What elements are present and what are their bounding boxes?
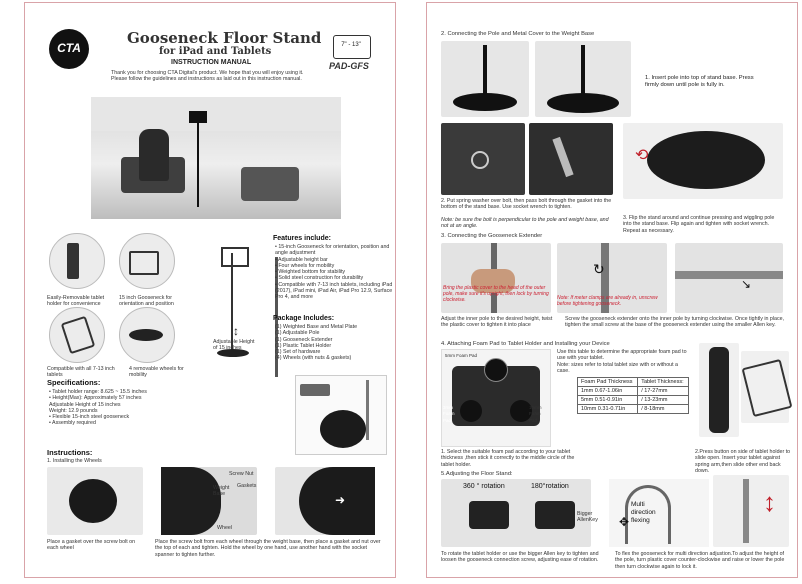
tablet-inserted-photo [741, 351, 789, 423]
parts-base-disc [320, 410, 366, 448]
adjustable-stand-image [231, 253, 233, 353]
wheel-image [69, 479, 117, 523]
specs-list [45, 389, 209, 427]
height-adjust-photo [713, 475, 789, 547]
page-subtitle: for iPad and Tablets [159, 46, 272, 57]
foam-table-intro-1: Use this table to determine the appropriate foam pad to use with your tablet. [557, 349, 687, 362]
tighten-arrow-icon: ➜ [335, 493, 346, 507]
height-adjust-arrow-icon: ↕ [763, 487, 776, 517]
spec-item: Weight: 12.9 pounds [49, 407, 98, 414]
model-number: PAD-GFS [329, 61, 369, 71]
gooseneck-tablet [129, 251, 159, 275]
manual-right-page [426, 2, 798, 578]
spec-item: Adjustable Height of 15 inches [49, 401, 121, 408]
step-1-heading: 1. Installing the Wheels [47, 458, 102, 464]
parts-holder [300, 384, 330, 396]
features-list [271, 244, 393, 301]
washer-caption: 2. Put spring washer over bolt, then pass bolt through the gasket into the bottom of the stand base. Use socket wrench to tighten. [441, 198, 612, 211]
page-title: Gooseneck Floor Stand [127, 29, 322, 47]
base-rim-image [161, 467, 221, 535]
pole-base-photo-2 [535, 41, 631, 117]
extender-caption-1: Adjust the inner pole to the desired height, twist the plastic cover to tighten it into place [441, 316, 553, 329]
height-pole-image [743, 479, 749, 543]
caption-screw: Place the screw bolt from each wheel through the weight base, then place a gasket and nut over the top of each and tighten. Hold the wheel by one hand, use another hand with the socket spanner to tighten further. [155, 539, 381, 558]
flex-direction-icon: ✥ [619, 515, 630, 529]
tablet-size-range: 7" - 13" [341, 42, 361, 48]
rotation-360-label: 360 ° rotation [463, 483, 505, 490]
step-5-heading-visible: 5.Adjusting the Floor Stand: [441, 471, 513, 477]
removable-holder-tablet [67, 243, 79, 279]
holder-arm-image [709, 347, 729, 433]
package-item: (1) Weighted Base and Metal Plate [275, 324, 358, 330]
foam-label-5mm: 5mm Foam Pad [445, 353, 478, 358]
manual-label: INSTRUCTION MANUAL [171, 59, 252, 66]
package-heading: Package Includes: [273, 315, 335, 322]
spec-item: • Height(Max): Approximately 57 inches [49, 395, 142, 402]
adjust-caption-2: To flex the gooseneck for multi direction adjustion.To adjust the height of the pole, turn plastic cover counter-clockwise and raise or lower the pole then turn clockwise again to lock it. [615, 551, 785, 570]
small-screw-pole-image [675, 271, 783, 279]
callout-gooseneck: 15 inch Gooseneck for orientation and position [119, 295, 174, 308]
feature-item: • Solid steel construction for durability [275, 275, 364, 282]
parts-pole [366, 380, 369, 440]
feature-item: • Four wheels for mobility [275, 262, 335, 269]
inserted-tablet-image [742, 359, 793, 417]
wheels-base [129, 329, 163, 341]
hero-person [139, 129, 169, 181]
package-item: (1) Adjustable Pole [275, 330, 320, 337]
multi-direction-label: Multi direction flexing [631, 501, 656, 524]
table-cell: / 8-18mm [638, 405, 689, 414]
package-item: (1) Gooseneck Extender [275, 336, 333, 343]
allen-key-icon: ↘ [741, 277, 752, 291]
height-arrow-icon: ↕ [233, 324, 239, 338]
extender-photo-3 [675, 243, 783, 313]
foam-pad-center [484, 358, 508, 382]
extender-red-note-1: Bring the plastic cover to the head of the outer pole, make sure it's upright, then lock by turning clockwise. [443, 285, 549, 303]
hero-tablet [189, 111, 207, 123]
table-cell: 5mm 0.51-0.91in [578, 396, 638, 405]
specs-heading: Specifications: [47, 378, 101, 387]
label-wheel: Wheel [217, 525, 233, 531]
spec-item: • Flexible 15-inch steel gooseneck [49, 414, 130, 421]
foam-caption-2: 2.Press button on side of tablet holder to slide open. Insert your tablet against spring arm,then slide other end back down. [695, 449, 791, 474]
package-item: (1) Plastic Tablet Holder [275, 342, 332, 349]
manual-left-page [24, 2, 396, 578]
flip-arrow-icon: ⟲ [635, 147, 649, 164]
adjustable-stand-tablet [221, 247, 249, 267]
feature-item: • Compatible with 7-13 inch tablets, including iPad (2017), iPad mini, iPad Air, iPad Pro 12.9, Surface Pro 4, and more [275, 281, 393, 301]
label-gaskets: Gaskets [237, 483, 257, 489]
pole-image-2 [581, 45, 585, 97]
spec-item: • Assembly required [49, 420, 96, 427]
bigger-allen-key-label: Bigger AllenKey [577, 511, 598, 524]
base-image-2 [547, 93, 619, 113]
pole-image [483, 45, 487, 97]
spec-item: • Tablet holder range: 8.625 ~ 15.5 inches [49, 389, 147, 395]
table-header-foam: Foam Pad Thickness [578, 378, 638, 387]
package-list [271, 324, 393, 362]
label-weight-base: Weight Base [213, 485, 230, 498]
foam-label-3mm: 3mm Foam Pad [443, 405, 455, 423]
holder-open-photo [699, 343, 739, 437]
hero-stand [197, 117, 199, 207]
caption-gasket: Place a gasket over the screw bolt on each wheel [47, 539, 136, 552]
table-cell: / 13-23mm [638, 396, 689, 405]
pole-base-photo-1 [441, 41, 529, 117]
rotation-holder-image [469, 501, 509, 529]
foam-pad-diagram [441, 349, 551, 447]
foam-thickness-table [577, 377, 689, 414]
callout-wheels: 4 removable wheels for mobility [129, 366, 184, 379]
rotation-180-label: 180°rotation [531, 483, 569, 490]
foam-label-10mm: 10mm Foam Pad [529, 405, 542, 423]
washer-icon [471, 151, 489, 169]
step-4-heading: 4. Attaching Foam Pad to Tablet Holder and Installing your Device [441, 341, 610, 347]
rotation-holder-image-2 [535, 501, 575, 529]
foam-caption-1: 1. Select the suitable foam pad according to your tablet thickness ,then stick it correctly to the middle circle of the tablet holder. [441, 449, 575, 468]
flip-stand-photo [623, 123, 783, 199]
extender-red-note-2: Note: If meter clamps are already in, unscrew before tightening gooseneck. [557, 295, 658, 307]
package-item: (1) Set of hardware [275, 349, 321, 356]
label-screw-nut: Screw Nut [229, 471, 254, 477]
instructions-heading: Instructions: [47, 448, 93, 457]
intro-text-2: Please follow the guidelines and instructions as laid out in this instruction manual. [111, 76, 302, 82]
hero-window [91, 97, 341, 131]
base-image [453, 93, 517, 111]
step-2-heading: 2. Connecting the Pole and Metal Cover to the Weight Base [441, 31, 595, 37]
feature-item: • Adjustable height bar [275, 256, 328, 263]
table-cell: 1mm 0.67-1.06in [578, 387, 638, 396]
adjust-caption-1: To rotate the tablet holder or use the bigger Allen key to tighten and loosen the gooseneck connection screw, adjusting ease of rotation. [441, 551, 599, 564]
hero-armchair [241, 167, 299, 201]
rotate-arrow-icon: ↻ [593, 261, 605, 277]
parts-diagram [295, 375, 387, 455]
wheel-tighten-photo [275, 467, 375, 535]
extender-caption-2: Screw the gooseneck extender onto the inner pole by turning clockwise. Once tightly in place, tighten the small screw at the base of the gooseneck extender using the smaller Allen key. [565, 316, 785, 329]
callout-removable: Easily-Removable tablet holder for convenience [47, 295, 105, 308]
washer-photo-2 [529, 123, 613, 195]
callout-compatible: Compatible with all 7-13 inch tablets [47, 366, 115, 379]
table-header-tablet: Tablet Thickness: [638, 378, 689, 387]
insert-pole-text: 1. Insert pole into top of stand base. Press firmly down until pole is fully in. [645, 75, 754, 88]
intro-text-1: Thank you for choosing CTA Digital's product. We hope that you will enjoy using it. [111, 70, 304, 76]
flipped-base-image [647, 131, 765, 189]
package-item: (4) Wheels (with nuts & gaskets) [275, 355, 352, 362]
flip-caption: 3. Flip the stand around and continue pressing and wiggling pole into the stand base. Flip again and tighten with socket wrench. Repeat as necessary. [623, 215, 775, 234]
table-cell: 10mm 0.31-0.71in [578, 405, 638, 414]
cta-logo-text: CTA [57, 41, 81, 55]
step-3-heading: 3. Connecting the Gooseneck Extender [441, 233, 543, 239]
foam-pad-left [460, 400, 482, 422]
wheel-gasket-photo [47, 467, 143, 535]
hero-photo [91, 97, 341, 219]
feature-item: • Weighted bottom for stability [275, 269, 346, 276]
features-heading: Features include: [273, 235, 331, 242]
washer-note: Note: be sure the bolt is perpendicular to the pole and weight base, and not at an angle. [441, 217, 609, 230]
foam-table-intro-2: Note: sizes refer to total tablet size with or without a case. [557, 362, 679, 375]
callout-adjustable-height: Adjustable Height of 15 inches [213, 339, 255, 352]
table-cell: / 17-27mm [638, 387, 689, 396]
feature-item: • 15-inch Gooseneck for orientation, position and angle adjustment [275, 244, 390, 257]
